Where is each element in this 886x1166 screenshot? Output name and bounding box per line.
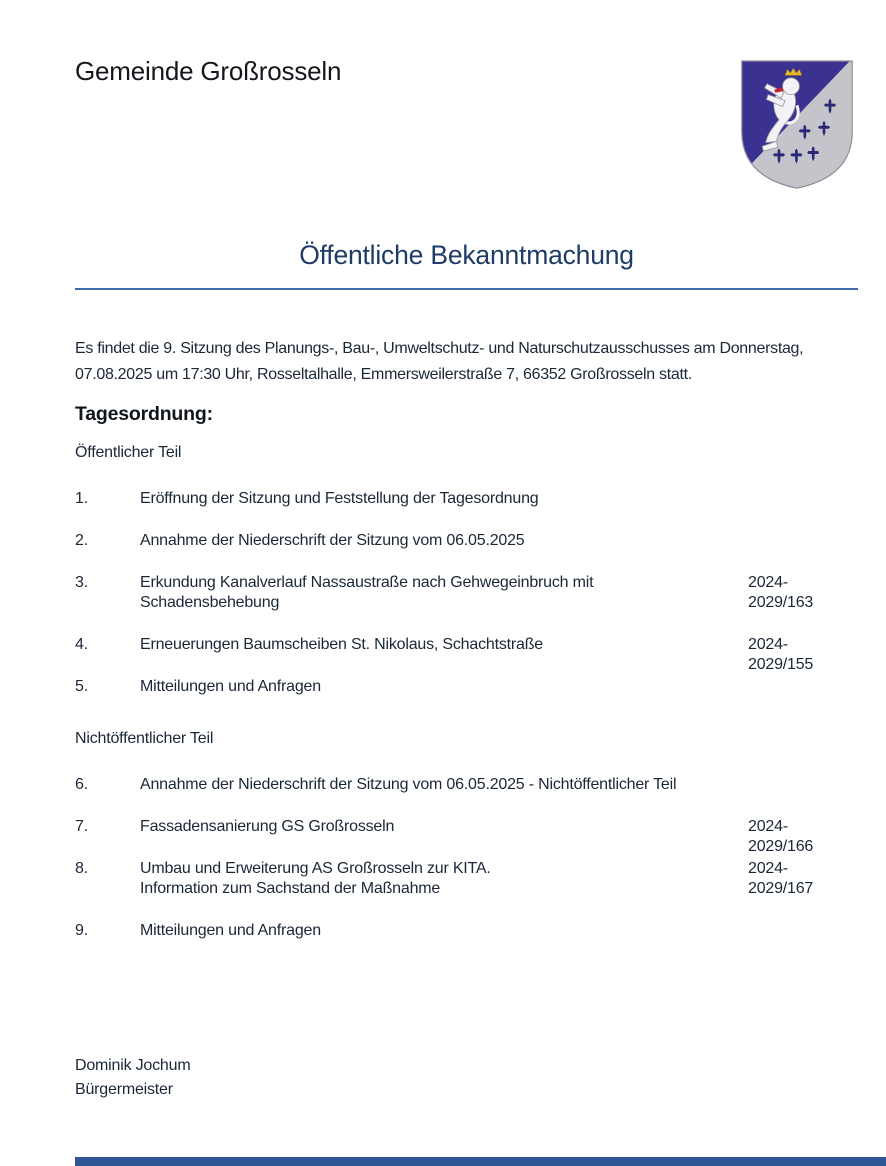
agenda-item-number: 8. (75, 860, 88, 877)
meeting-announcement-text: Es findet die 9. Sitzung des Planungs-, Bau-, Umweltschutz- und Naturschutzausschusses am Donnerstag, 07.08.2025 um 17:30 Uhr, Rosseltalhalle, Emmersweilerstraße 7, 66352 Großrosseln statt. (75, 340, 804, 383)
agenda-item-text: Fassadensanierung GS Großrosseln (140, 818, 395, 835)
agenda-item (75, 677, 858, 697)
agenda-item (75, 817, 858, 855)
agenda-item-text: Mitteilungen und Anfragen (140, 678, 321, 695)
agenda-item (75, 573, 858, 613)
agenda-item-text: Mitteilungen und Anfragen (140, 922, 321, 939)
agenda-item-text: Erneuerungen Baumscheiben St. Nikolaus, Schachtstraße (140, 636, 543, 653)
agenda-section-title: Öffentlicher Teil (75, 444, 182, 461)
agenda-item-text: Erkundung Kanalverlauf Nassaustraße nach Gehwegeinbruch mit Schadensbehebung (140, 574, 594, 611)
agenda-item (75, 921, 858, 941)
title-underline-rule (75, 288, 858, 290)
agenda-item-reference-number: 2024- 2029/163 (748, 574, 814, 611)
agenda-item-text: Umbau und Erweiterung AS Großrosseln zur KITA. Information zum Sachstand der Maßnahme (140, 860, 491, 897)
agenda-section (75, 443, 858, 697)
signature-block (75, 1054, 190, 1102)
agenda-item-number: 9. (75, 922, 88, 939)
agenda-item-text: Annahme der Niederschrift der Sitzung vom 06.05.2025 (140, 532, 525, 549)
agenda-item-number: 7. (75, 818, 88, 835)
agenda-item-reference-number: 2024- 2029/166 (748, 818, 814, 855)
agenda-item-number: 1. (75, 490, 88, 507)
agenda-item-text: Eröffnung der Sitzung und Feststellung der Tagesordnung (140, 490, 539, 507)
agenda-item (75, 489, 858, 509)
agenda-item-text: Annahme der Niederschrift der Sitzung vom 06.05.2025 - Nichtöffentlicher Teil (140, 776, 677, 793)
municipality-name: Gemeinde Großrosseln (75, 56, 342, 86)
coat-of-arms-graphic (737, 54, 857, 194)
agenda-item-number: 5. (75, 678, 88, 695)
agenda-item-reference-number: 2024- 2029/167 (748, 860, 814, 897)
agenda-item-number: 2. (75, 532, 88, 549)
agenda-item-number: 3. (75, 574, 88, 591)
signatory-name: Dominik Jochum (75, 1057, 191, 1074)
agenda-item-number: 6. (75, 776, 88, 793)
agenda-item (75, 859, 858, 899)
agenda-item (75, 635, 858, 673)
lion-crown (785, 68, 802, 75)
agenda-item-number: 4. (75, 636, 88, 653)
agenda-list (75, 443, 858, 963)
agenda-item (75, 775, 858, 795)
agenda-heading: Tagesordnung: (75, 403, 213, 425)
coat-of-arms (737, 54, 857, 194)
agenda-item-reference-number: 2024- 2029/155 (748, 636, 814, 673)
agenda-section (75, 729, 858, 941)
agenda-item (75, 531, 858, 551)
agenda-section-title: Nichtöffentlicher Teil (75, 730, 214, 747)
page-title: Öffentliche Bekanntmachung (299, 240, 634, 270)
signatory-role: Bürgermeister (75, 1081, 173, 1098)
footer-bar (75, 1157, 886, 1166)
